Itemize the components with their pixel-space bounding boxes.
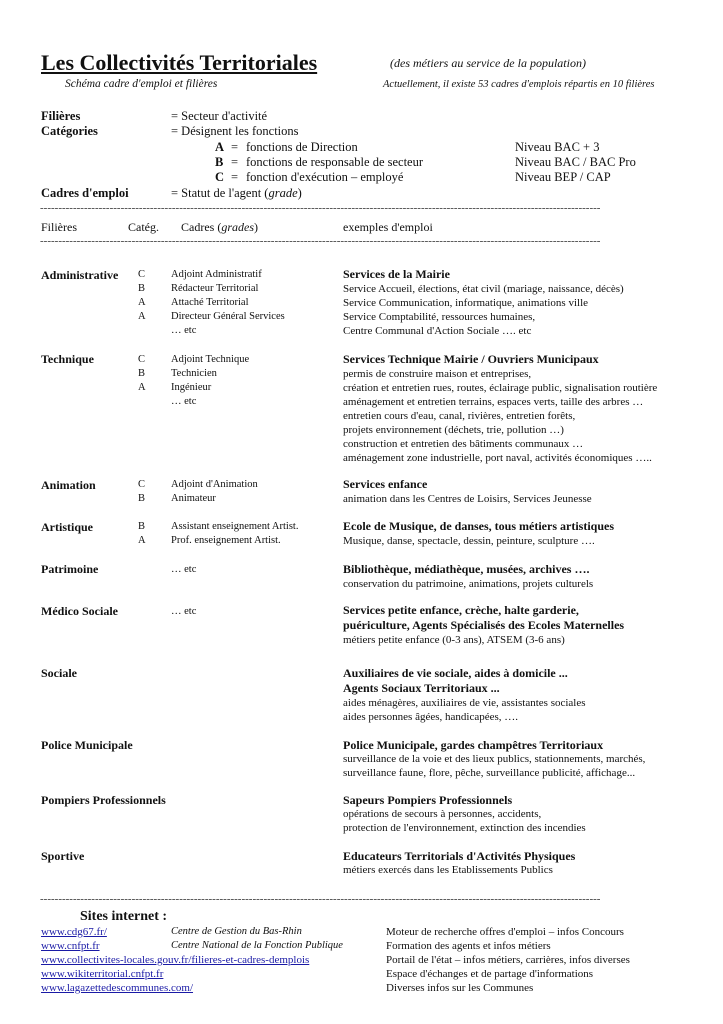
level-c-eq: = — [231, 170, 239, 184]
example-line: Service Comptabilité, ressources humaines, — [343, 311, 536, 323]
example-line: protection de l'environnement, extinction des incendies — [343, 822, 586, 834]
example-line: Service Accueil, élections, état civil (mariage, naissance, décès) — [343, 283, 624, 295]
cadre-cat: C — [138, 479, 146, 490]
legend-categories-def: = Désignent les fonctions — [171, 124, 299, 138]
site-link[interactable]: www.cnfpt.fr — [41, 940, 100, 952]
example-line: Musique, danse, spectacle, dessin, peinture, sculpture …. — [343, 535, 595, 547]
site-desc: Diverses infos sur les Communes — [386, 982, 534, 994]
cadre-cat: B — [138, 283, 146, 294]
cadre-name: Directeur Général Services — [171, 311, 285, 322]
cadre-name: Prof. enseignement Artist. — [171, 535, 281, 546]
separator-bottom: --------------------------------------------------------------------------------------------------------------------------------------------------------- — [40, 893, 601, 905]
cadre-name: Adjoint Technique — [171, 354, 250, 365]
sites-title: Sites internet : — [80, 909, 168, 924]
example-line: Service Communication, informatique, animations ville — [343, 297, 589, 309]
cadre-cat: A — [138, 297, 146, 308]
example-heading: Agents Sociaux Territoriaux ... — [343, 681, 500, 695]
cadre-name: Ingénieur — [171, 382, 212, 393]
page-subtitle: Schéma cadre d'emploi et filières — [65, 78, 218, 90]
filiere-pompiers: Pompiers Professionnels — [41, 793, 166, 807]
cadre-etc: … etc — [171, 325, 197, 336]
cadre-cat: A — [138, 311, 146, 322]
cadre-cat: A — [138, 535, 146, 546]
legend-filieres-def: = Secteur d'activité — [171, 109, 268, 123]
level-a-eq: = — [231, 140, 239, 154]
site-org: Centre National de la Fonction Publique — [171, 940, 343, 951]
example-line: surveillance de la voie et des lieux publics, stationnements, marchés, — [343, 753, 646, 765]
example-line: conservation du patrimoine, animations, projets culturels — [343, 578, 594, 590]
example-line: aménagement zone industrielle, port naval, activités économiques ….. — [343, 452, 652, 464]
example-heading: Ecole de Musique, de danses, tous métiers artistiques — [343, 519, 614, 533]
cadre-etc: … etc — [171, 564, 197, 575]
cadre-etc: … etc — [171, 606, 197, 617]
filiere-patrimoine: Patrimoine — [41, 562, 99, 576]
title-note: (des métiers au service de la population) — [390, 56, 586, 70]
example-heading: Educateurs Territorials d'Activités Physiques — [343, 849, 576, 863]
filiere-animation: Animation — [41, 478, 96, 492]
example-heading: Services enfance — [343, 477, 428, 491]
filiere-artistique: Artistique — [41, 520, 93, 534]
example-line: entretien cours d'eau, canal, rivières, entretien forêts, — [343, 410, 576, 422]
level-b-niveau: Niveau BAC / BAC Pro — [515, 155, 636, 169]
cadre-name: Adjoint d'Animation — [171, 479, 258, 490]
level-b-desc: fonctions de responsable de secteur — [246, 155, 424, 169]
cadre-name: Rédacteur Territorial — [171, 283, 259, 294]
example-line: aménagement et entretien terrains, espaces verts, taille des arbres … — [343, 396, 644, 408]
subtitle-note: Actuellement, il existe 53 cadres d'emplois répartis en 10 filières — [383, 79, 655, 90]
example-line: construction et entretien des bâtiments communaux … — [343, 438, 584, 450]
cadre-name: Adjoint Administratif — [171, 269, 262, 280]
example-heading: Sapeurs Pompiers Professionnels — [343, 793, 513, 807]
example-line: métiers petite enfance (0-3 ans), ATSEM (3-6 ans) — [343, 634, 565, 646]
example-line: Centre Communal d'Action Sociale …. etc — [343, 325, 532, 337]
legend-cadres-label: Cadres d'emploi — [41, 186, 129, 200]
cadre-name: Assistant enseignement Artist. — [171, 521, 299, 532]
site-desc: Portail de l'état – infos métiers, carrières, infos diverses — [386, 954, 630, 966]
filiere-sociale: Sociale — [41, 666, 77, 680]
cadre-cat: A — [138, 382, 146, 393]
level-a-desc: fonctions de Direction — [246, 140, 358, 154]
col-filieres: Filières — [41, 220, 77, 234]
example-line: métiers exercés dans les Etablissements Publics — [343, 864, 553, 876]
example-line: aides personnes âgées, handicapées, …. — [343, 711, 519, 723]
legend-filieres-label: Filières — [41, 109, 81, 123]
site-desc: Moteur de recherche offres d'emploi – infos Concours — [386, 926, 624, 938]
cadre-name: Technicien — [171, 368, 217, 379]
level-a-niveau: Niveau BAC + 3 — [515, 140, 600, 154]
example-line: projets environnement (déchets, trie, pollution …) — [343, 424, 564, 436]
example-line: animation dans les Centres de Loisirs, Services Jeunesse — [343, 493, 592, 505]
cadre-name: Attaché Territorial — [171, 297, 249, 308]
level-c-letter: C — [215, 170, 225, 184]
example-heading: Auxiliaires de vie sociale, aides à domicile ... — [343, 666, 568, 680]
level-c-niveau: Niveau BEP / CAP — [515, 170, 611, 184]
example-heading: Services Technique Mairie / Ouvriers Municipaux — [343, 352, 599, 366]
page-title: Les Collectivités Territoriales — [41, 50, 318, 75]
level-a-letter: A — [215, 140, 225, 154]
level-b-letter: B — [215, 155, 224, 169]
level-b-eq: = — [231, 155, 239, 169]
site-link[interactable]: www.collectivites-locales.gouv.fr/filieres-et-cadres-demplois — [41, 954, 310, 966]
example-line: surveillance faune, flore, pêche, surveillance publicité, affichage... — [343, 767, 636, 779]
filiere-medico-sociale: Médico Sociale — [41, 604, 118, 618]
col-cadres: Cadres (grades) — [181, 220, 258, 234]
example-heading: puériculture, Agents Spécialisés des Ecoles Maternelles — [343, 618, 625, 632]
example-heading: Bibliothèque, médiathèque, musées, archives …. — [343, 562, 590, 576]
cadre-cat: B — [138, 368, 146, 379]
example-heading: Services de la Mairie — [343, 267, 450, 281]
cadre-cat: B — [138, 521, 146, 532]
example-line: opérations de secours à personnes, accidents, — [343, 808, 542, 820]
example-heading: Police Municipale, gardes champêtres Territoriaux — [343, 738, 604, 752]
legend-categories-label: Catégories — [41, 124, 98, 138]
example-heading: Services petite enfance, crèche, halte garderie, — [343, 603, 579, 617]
site-org: Centre de Gestion du Bas-Rhin — [171, 926, 302, 937]
legend-cadres-def: = Statut de l'agent (grade) — [171, 186, 302, 200]
example-line: permis de construire maison et entreprises, — [343, 368, 532, 380]
filiere-administrative: Administrative — [41, 268, 119, 282]
example-line: aides ménagères, auxiliaires de vie, assistantes sociales — [343, 697, 586, 709]
col-exemples: exemples d'emploi — [343, 220, 433, 234]
cadre-cat: C — [138, 269, 146, 280]
cadre-cat: C — [138, 354, 146, 365]
filiere-sportive: Sportive — [41, 849, 85, 863]
level-c-desc: fonction d'exécution – employé — [246, 170, 404, 184]
cadre-name: Animateur — [171, 493, 216, 504]
site-link[interactable]: www.wikiterritorial.cnfpt.fr — [41, 968, 164, 980]
separator-top: --------------------------------------------------------------------------------------------------------------------------------------------------------- — [40, 202, 601, 214]
site-desc: Espace d'échanges et de partage d'informations — [386, 968, 594, 980]
filiere-police: Police Municipale — [41, 738, 133, 752]
example-line: création et entretien rues, routes, éclairage public, signalisation routière — [343, 382, 658, 394]
site-link[interactable]: www.cdg67.fr/ — [41, 926, 107, 938]
cadre-cat: B — [138, 493, 146, 504]
col-categ: Catég. — [128, 220, 159, 234]
site-desc: Formation des agents et infos métiers — [386, 940, 551, 952]
cadre-etc: … etc — [171, 396, 197, 407]
separator-header: --------------------------------------------------------------------------------------------------------------------------------------------------------- — [40, 235, 601, 247]
site-link[interactable]: www.lagazettedescommunes.com/ — [41, 982, 194, 994]
filiere-technique: Technique — [41, 352, 94, 366]
